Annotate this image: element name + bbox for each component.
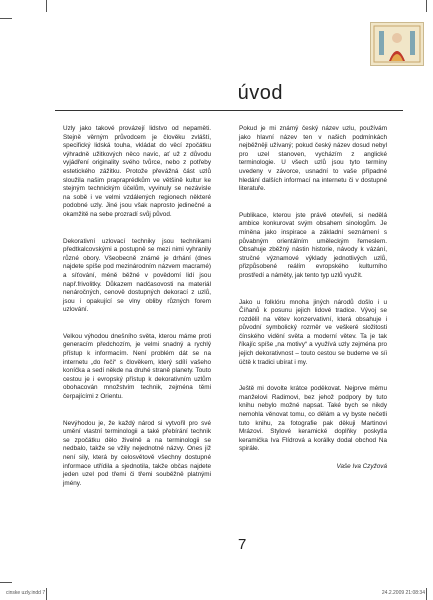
crop-mark-top-left-h [0,18,12,19]
right-column [239,125,387,472]
left-column [63,125,211,497]
slug-filename: cinske uzly.indd 7 [6,590,46,596]
paragraph: Jako u folklóru mnoha jiných národů došlo i u Číňanů k posunu jejich lidové tradice. Vývoj se rozdělil na větev konzervativní, která obsahuje i původní symbolický rozměr ve veškeré složitosti čínského vidění světa a moderní větev. Ta je tak říkajíc spíše „na motivy“ a využívá uzly zejména pro jejich dekorativnost – touto cestou se budeme ve síi účtě k tradici ubírat i my. [239,298,387,366]
paragraph: Velkou výhodou dnešního světa, kterou máme proti generacím předchozím, je velmi snadný a rychlý přístup k informacím. Není problém dát se na internetu „do řeči“ s člověkem, který sdílí vašeho koníčka a sedí někde na druhé straně planety. Touto cestou je i evropský přístup k dekorativním uzlům obohacován množstvím technik, zejména těmi čerpajícími z Orientu. [63,332,211,401]
page-number: 7 [238,536,247,553]
crop-mark-top-left [46,0,47,12]
paragraph: Pokud je mi známý český název uzlu, používám jako hlavní název ten v našich podmínkách nejběžněji užívaný; pokud český název dosud nebyl pro uzel stanoven, vycházím z anglické terminologie. U všech uzlů jsou tyto termíny uvedeny v závorce, usnadní to vaše případné hledání dalších informací na internetu či v dostupné literatuře. [239,125,387,193]
paragraph: Publikace, kterou jste právě otevřeli, si nedělá ambice konkurovat svým obsahem sinologům. Je míněna jako inspirace a základní seznámení s půvabným orientálním uměleckým řemeslem. Obsahuje zběžný nástin historie, návody k vázání, stručné významové výklady jednotlivých uzlů, přizpůsobené reálím evropského kulturního prostředí a náměty, jak tento typ uzlů využít. [239,211,387,279]
slug-timestamp: 24.2.2009 21:08:34 [381,590,425,596]
decorative-illustration [370,22,424,66]
crop-mark-top-right [426,0,427,12]
paragraph: Ještě mi dovolte krátce poděkovat. Nejprve mému manželovi Radimovi, bez jehož podpory by tuto knihu nebylo možné napsat. Také bych se nikdy nemohla věnovat tomu, co dělám a vy byste nečetli tuto knihu, za fotografie pak děkuji Martinovi Mrázovi. Stylové keramické doplňky poskytla keramička Iva Flídrová a korálky dodal obchod Na spirále. [239,385,387,453]
header-rule [55,110,403,111]
page-title: úvod [237,82,283,104]
paragraph: Nevýhodou je, že každý národ si vytvořil pro své umění vlastní terminologii a také přebírání technik se zpočátku dělo živelně a na terminologii se nedbalo, takže se vžily nejednotné názvy. Ones již není sily, která by celosvětově všechny dostupné informace utřídila a sjednotila, takže občas najdete jeden uzel pod třemi či třemi souběžně platnými jmény. [63,419,211,487]
signature: Vaše Iva Czyžová [336,463,387,470]
paragraph: Uzly jako takové provázejí lidstvo od nepaměti. Stejně věrným průvodcem je člověku zvláští, specifický lidská touha, vkládat do věcí zpočátku výhradně užitkových něco navíc, ať už z důvodu vyjádření originality svého tvůrce, nebo z potřeby estetického zážitku. Protože převážná část uzlů sloužila našim prapraprédkům ve většině kultur ke stejným technickým účelům, vyvinuly se nezávisle na sobě i ve velmi vzdálených regionech některé podobné uzly. Jiné jsou však naprosto jedinečné a okamžitě na sebe prozradí svůj původ. [63,125,211,218]
crop-mark-bottom-right [426,588,427,600]
paragraph: Dekorativní uzlovací techniky jsou technikami předtkalcovskými a postupně se mezi nimi vyhranily různé obory. Všeobecně známé je drhání (dnes najdete spíše pod mezinárodním názvem macramé) a síťování, méně běžné v povědomí lidí jsou např.frivolitky. Důkazem nadčasovosti na materiál nenáročných, cenově dostupných dekorací z uzlů, jsou i opakující se vlny obliby různých forem uzlování. [63,237,211,314]
crop-mark-bottom-left [46,588,47,600]
crop-mark-bottom-left-h [0,582,12,583]
